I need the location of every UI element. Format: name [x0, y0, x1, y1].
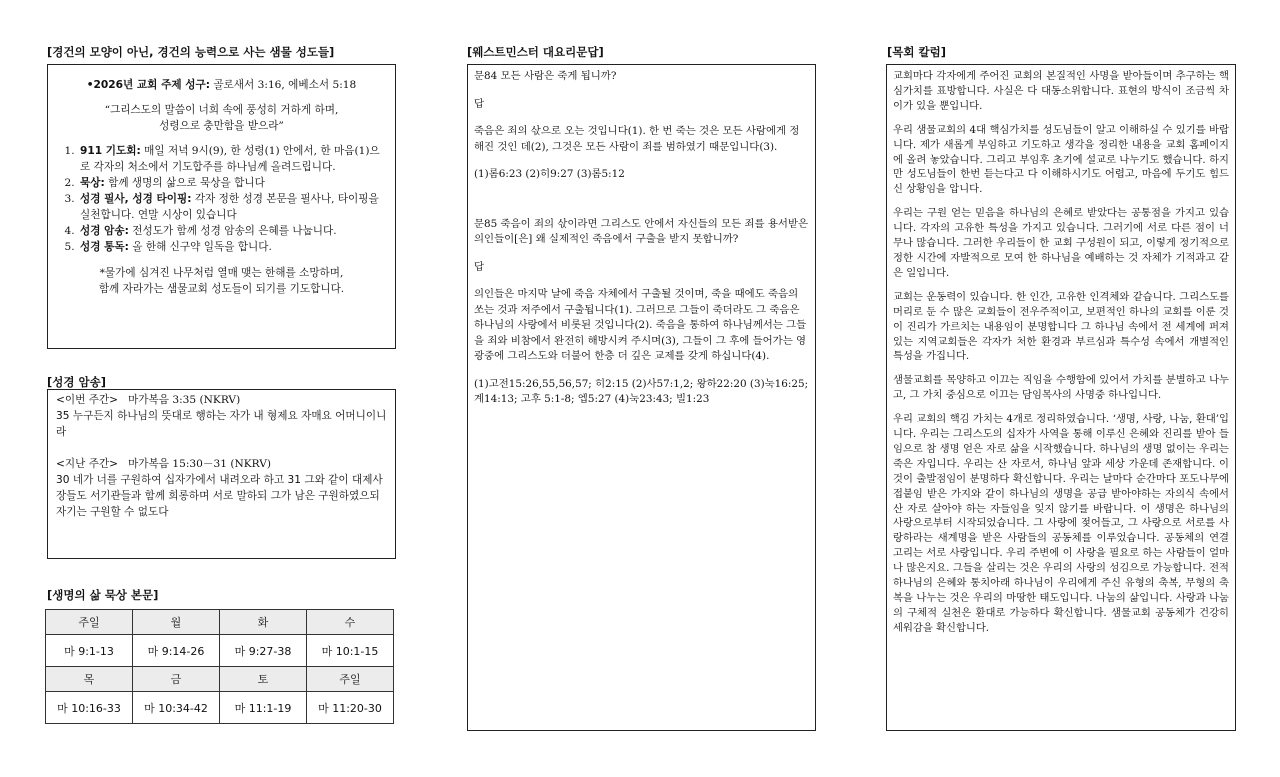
item-text: 올 한해 신구약 일독을 합니다. — [132, 241, 272, 253]
table-row — [46, 635, 394, 667]
this-week-heading — [56, 392, 387, 408]
last-week-verse: 30 네가 너를 구원하여 십자가에서 내려오라 하고 31 그와 같이 대제사장들도 서기관들과 함께 희롱하며 서로 말하되 그가 남은 구원하였으되 자기는 구원할 수 없도다 — [56, 474, 383, 518]
memory-section-title: [성경 암송] — [47, 375, 106, 389]
column-section-title: [목회 칼럼] — [887, 45, 946, 59]
list-item — [78, 239, 385, 255]
vision-section-title: [경건의 모양이 아닌, 경건의 능력으로 사는 샘물 성도들] — [47, 45, 335, 59]
last-week-label: <지난 주간> — [56, 458, 119, 470]
passage-cell: 마 9:1-13 — [46, 635, 133, 667]
column-paragraph: 샘물교회를 목양하고 이끄는 직임을 수행함에 있어서 가치를 분별하고 나누고, 그 가치 중심으로 이끄는 담임목사의 사명중 하나입니다. — [893, 374, 1229, 402]
item-label: 성경 필사, 성경 타이핑: — [80, 193, 192, 205]
refs-84: (1)롬6:23 (2)히9:27 (3)롬5:12 — [474, 168, 625, 180]
passage-cell: 마 10:1-15 — [307, 635, 394, 667]
answer-84: 죽음은 죄의 삯으로 오는 것입니다(1). 한 번 죽는 것은 모든 사람에게 정해진 것인 데(2), 그것은 모든 사람이 죄를 범하였기 때문입니다(3). — [474, 125, 800, 153]
passage-cell: 마 11:20-30 — [307, 692, 394, 724]
pastoral-column-box — [886, 64, 1236, 731]
item-text: 함께 생명의 삶으로 묵상을 합니다 — [108, 177, 265, 189]
table-row — [46, 692, 394, 724]
list-item — [78, 143, 385, 175]
list-item — [78, 191, 385, 223]
list-item — [78, 223, 385, 239]
reading-section-title: [생명의 삶 묵상 본문] — [47, 588, 159, 602]
table-row — [46, 610, 394, 635]
question-85: 문85 죽음이 죄의 삯이라면 그리스도 안에서 자신들의 모든 죄를 용서받은 의인들이[은] 왜 실제적인 죽음에서 구출을 받지 못합니까? — [474, 217, 809, 245]
passage-cell: 마 11:1-19 — [220, 692, 307, 724]
theme-verse — [58, 77, 385, 93]
refs-85: (1)고전15:26,55,56,57; 히2:15 (2)사57:1,2; 왕하22:20 (3)눅16:25; 계14:13; 고후 5:1-8; 엡5:27 (4)눅23:43; 빌1:23 — [474, 377, 809, 405]
memory-box — [47, 389, 396, 559]
last-week-heading — [56, 456, 387, 472]
theme-label: •2026년 교회 주제 성구: — [86, 79, 210, 91]
this-week-label: <이번 주간> — [56, 394, 119, 406]
reading-table — [45, 609, 394, 724]
vision-box — [47, 64, 396, 349]
column-paragraph: 우리는 구원 얻는 믿음을 하나님의 은혜로 받았다는 공통점을 가지고 있습니다. 각자의 고유한 특성을 가지고 있습니다. 그러기에 서로 다른 점이 너무나 많습니다. 그러한 우리들이 한 교회 구성원이 되고, 이렇게 정기적으로 정한 시간에 자발적으로 모여 한 하나님을 예배하는 것 자체가 기적과고 같은 일입니다. — [893, 207, 1229, 279]
list-item — [78, 175, 385, 191]
day-cell: 주일 — [307, 667, 394, 692]
answer-label: 답 — [474, 260, 485, 273]
westminster-box — [467, 64, 816, 731]
day-cell: 월 — [133, 610, 220, 635]
item-label: 묵상: — [80, 177, 105, 189]
item-label: 911 기도회: — [80, 145, 141, 157]
item-text: 전성도가 함께 성경 암송의 은혜를 나눕니다. — [132, 225, 337, 237]
passage-cell: 마 10:34-42 — [133, 692, 220, 724]
column-paragraph: 교회마다 각자에게 주어진 교회의 본질적인 사명을 받아들이며 추구하는 핵심가치를 표방합니다. 사실은 다 대동소위합니다. 표현의 방식이 조금씩 차이가 있을 뿐입니다. — [893, 70, 1229, 112]
this-week-verse: 35 누구든지 하나님의 뜻대로 행하는 자가 내 형제요 자매요 어머니이니라 — [56, 410, 387, 438]
question-84: 문84 모든 사람은 죽게 됩니까? — [474, 70, 617, 82]
closing-line-1: *물가에 심겨진 나무처럼 열매 맺는 한해를 소망하며, — [99, 267, 344, 279]
day-cell: 토 — [220, 667, 307, 692]
passage-cell: 마 9:27-38 — [220, 635, 307, 667]
day-cell: 목 — [46, 667, 133, 692]
column-paragraph: 우리 샘물교회의 4대 핵심가치를 성도님들이 알고 이해하실 수 있기를 바랍니다. 제가 새롭게 부임하고 기도하고 생각을 정리한 내용을 교회 홈페이지에 올려 놓았습니다. 그리고 부임후 초기에 설교로 나누기도 했습니다. 하지만 성도님들이 한번 듣는다고 다 이해하시기도 어렵고, 마음에 두기도 힘드신 상황임을 압니다. — [893, 123, 1229, 196]
closing-prayer — [58, 265, 385, 297]
column-paragraph: 교회는 운동력이 있습니다. 한 인간, 고유한 인격체와 같습니다. 그리스도를 머리로 둔 수 많은 교회들이 전우주적이고, 보편적인 하나의 교회를 이룬 것이 진리가 가르치는 내용임이 분명합니다 그 하나님 속에서 전 세계에 퍼져 있는 지역교회들은 각자가 처한 환경과 부르심과 특수성 속에서 개별적인 특성을 가집니다. — [893, 290, 1229, 363]
column-paragraph: 우리 교회의 핵김 가치는 4개로 정리하였습니다. ‘생명, 사랑, 나눔, 환대’입니다. 우리는 그리스도의 십자가 사역을 통해 이루신 은혜와 진리를 받아 들임으로 참 생명 얻은 자로 삶을 시작했습니다. 하나님의 생명 없이는 우리는 죽은 자입니다. 우리는 산 자로서, 하나님 앞과 세상 가운데 존재합니다. 이것이 출발점임이 분명하다 확신합니다. 우리는 날마다 순간마다 포도나무에 접붙임 받은 가지와 같이 하나님의 생명을 공급 받아야하는 자의식 속에서 산 자로 살아야 하는 자들임을 잊지 않기를 바랍니다. 이 생명은 하나님의 사랑으로부터 시작되었습니다. 그 사랑에 젖어들고, 그 사랑으로 서로를 사랑하라는 새계명을 받은 사람들의 공동체를 이루었습니다. 공동체의 연결 고리는 서로 사랑입니다. 우리 주변에 이 사랑을 필요로 하는 사람들이 얼마나 많은지요. 그들을 살리는 것은 우리의 사랑의 섬김으로 가능합니다. 전적 하나님의 은혜와 통치아래 하나님이 우리에게 주신 유형의 축복, 무형의 축복을 나누는 것은 우리의 마땅한 태도입니다. 나눔의 삶입니다. 사랑과 나눔의 구체적 실천은 환대로 가능하다 확신합니다. 샘물교회 공동체가 건강히 세워감을 확신합니다. — [893, 413, 1229, 634]
last-week-ref: 마가복음 15:30－31 (NKRV) — [128, 458, 272, 470]
theme-refs: 골로새서 3:16, 에베소서 5:18 — [213, 79, 357, 91]
day-cell: 주일 — [46, 610, 133, 635]
passage-cell: 마 9:14-26 — [133, 635, 220, 667]
theme-quote — [58, 102, 385, 134]
quote-line-1: “그리스도의 말씀이 너희 속에 풍성히 거하게 하며, — [104, 104, 339, 116]
answer-85: 의인들은 마지막 날에 죽음 자체에서 구출될 것이며, 죽을 때에도 죽음의 쏘는 것과 저주에서 구출됩니다(1). 그러므로 그들이 죽더라도 그 죽음은 하나님의 사랑에서 비롯된 것입니다(2). 죽음을 통하여 하나님께서는 그들을 죄와 비참에서 완전히 해방시켜 주시며(3), 그들이 그 후에 들어가는 영광중에 그리스도와 더불어 한층 더 깊은 교제를 갖게 하십니다(4). — [474, 288, 807, 362]
westminster-section-title: [웨스트민스터 대요리문답] — [467, 45, 604, 59]
closing-line-2: 함께 자라가는 샘물교회 성도들이 되기를 기도합니다. — [98, 283, 345, 295]
item-label: 성경 통독: — [80, 241, 129, 253]
answer-label: 답 — [474, 97, 485, 110]
day-cell: 수 — [307, 610, 394, 635]
item-label: 성경 암송: — [80, 225, 129, 237]
quote-line-2: 성령으로 충만함을 받으라” — [159, 120, 284, 132]
item-text: 매일 저녁 9시(9), 한 성령(1) 안에서, 한 마음(1)으로 각자의 처소에서 기도합주를 하나님께 올려드립니다. — [80, 145, 380, 173]
day-cell: 화 — [220, 610, 307, 635]
day-cell: 금 — [133, 667, 220, 692]
item-text: 각자 정한 성경 본문을 필사나, 타이핑을 실천합니다. 연말 시상이 있습니다 — [80, 193, 379, 221]
passage-cell: 마 10:16-33 — [46, 692, 133, 724]
table-row — [46, 667, 394, 692]
practice-list — [58, 143, 385, 255]
this-week-ref: 마가복음 3:35 (NKRV) — [128, 394, 241, 406]
